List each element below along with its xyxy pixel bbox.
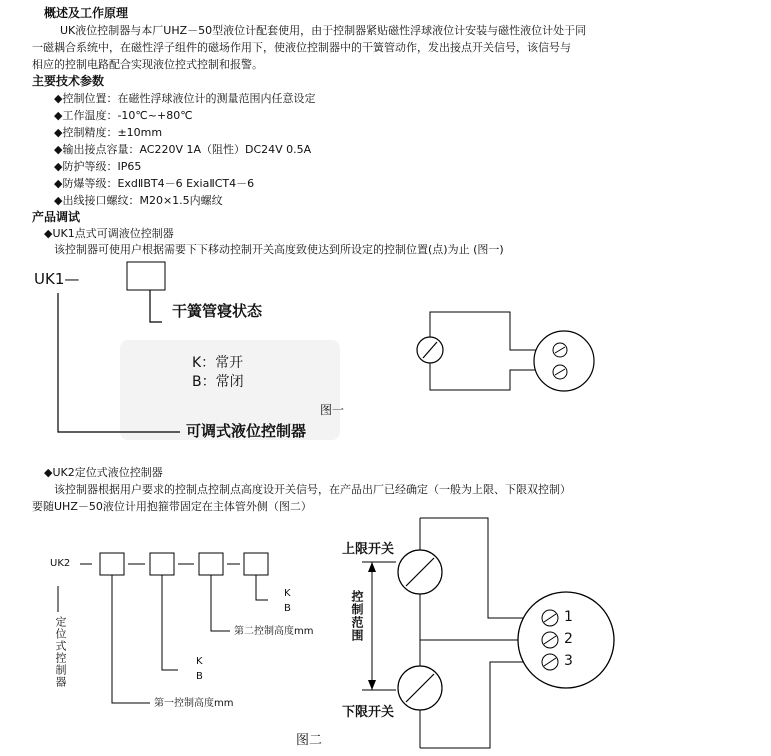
- overview-heading: 概述及工作原理: [44, 6, 129, 20]
- uk2-h1-label: 第一控制高度mm: [154, 698, 234, 709]
- specs-heading: 主要技术参数: [32, 74, 105, 88]
- uk2-h2-label: 第二控制高度mm: [234, 626, 314, 637]
- control-range-label: 控制范围: [350, 590, 364, 642]
- overview-line-3: 相应的控制电路配合实现液位控式控制和报警。: [32, 58, 263, 71]
- uk2-title: ◆UK2定位式液位控制器: [44, 466, 163, 479]
- uk2-b1-label: B: [196, 671, 203, 682]
- spec-item: ◆工作温度：-10℃~+80℃: [54, 109, 193, 122]
- terminal-label-1: 1: [564, 609, 573, 625]
- uk1-terminal-housing: [534, 331, 594, 391]
- uk2-k2-label: K: [284, 588, 291, 599]
- uk2-k1-label: K: [196, 656, 203, 667]
- spec-item: ◆控制位置：在磁性浮球液位计的测量范围内任意设定: [54, 92, 316, 105]
- upper-switch-label: 上限开关: [342, 542, 395, 557]
- uk1-title: ◆UK1点式可调液位控制器: [44, 227, 174, 240]
- uk2-code-box-2: [150, 553, 174, 575]
- uk1-reed-leader: [150, 290, 162, 322]
- uk2-b2-label: B: [284, 603, 291, 614]
- spec-item: ◆输出接点容量：AC220V 1A（阻性）DC24V 0.5A: [54, 143, 312, 156]
- uk1-code-box: [127, 262, 165, 290]
- spec-item: ◆防爆等级：ExdⅡBT4－6 ExiaⅡCT4－6: [54, 177, 255, 190]
- uk1-b-label: B：常闭: [192, 374, 244, 390]
- uk1-wire-top: [430, 312, 540, 350]
- lower-switch-label: 下限开关: [342, 705, 395, 720]
- overview-line-1: UK液位控制器与本厂UHZ－50型液位计配套使用，由于控制器紧贴磁性浮球液位计安装与磁性液位计处于同: [60, 24, 587, 37]
- uk2-desc-1: 该控制器根据用户要求的控制点控制点高度设开关信号，在产品出厂已经确定（一般为上限、下限双控制）: [54, 483, 571, 496]
- uk1-desc: 该控制器可使用户根据需要下下移动控制开关高度致使达到所设定的控制位置(点)为止 (图一): [54, 243, 504, 256]
- uk2-model-label: UK2: [50, 558, 71, 569]
- uk2-code-box-4: [244, 553, 268, 575]
- uk1-k-label: K：常开: [192, 355, 244, 371]
- uk2-code-box-1: [100, 553, 124, 575]
- fig1-label: 图一: [320, 403, 345, 417]
- fig2-label: 图二: [296, 733, 323, 748]
- debug-heading: 产品调试: [32, 210, 81, 224]
- uk1-wire-bottom: [430, 360, 540, 390]
- uk1-name-label: 可调式液位控制器: [186, 422, 307, 440]
- spec-item: ◆出线接口螺纹：M20×1.5内螺纹: [54, 194, 223, 207]
- terminal-label-3: 3: [564, 653, 573, 669]
- spec-item: ◆防护等级：IP65: [54, 160, 142, 173]
- uk2-desc-2: 要随UHZ－50液位计用抱箍带固定在主体管外侧（图二）: [32, 500, 312, 513]
- uk1-reed-label: 干簧管寝状态: [172, 302, 263, 320]
- uk1-model-label: UK1—: [34, 270, 80, 288]
- overview-line-2: 一磁耦合系统中，在磁性浮子组件的磁场作用下，使液位控制器中的干簧管动作，发出接点开关信号，该信号与: [32, 41, 571, 54]
- spec-item: ◆控制精度：±10mm: [54, 126, 163, 139]
- uk2-vertical-label: 定位式控制器: [54, 616, 67, 688]
- uk2-code-box-3: [199, 553, 223, 575]
- terminal-label-2: 2: [564, 631, 573, 647]
